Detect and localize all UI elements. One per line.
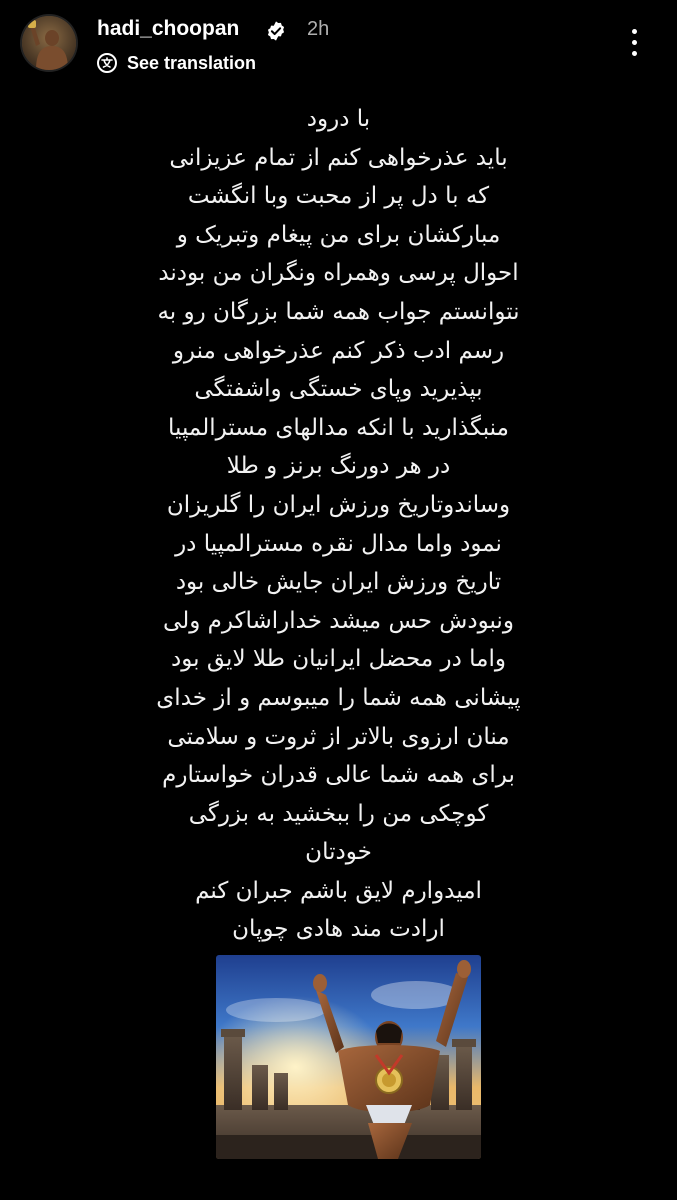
story-photo — [216, 955, 481, 1159]
post-time: 2h — [307, 18, 330, 40]
story-line: ارادت مند هادی چوپان — [232, 916, 445, 943]
profile-photo — [22, 16, 76, 70]
story-line: واما در محضل ایرانیان طلا لایق بود — [171, 646, 506, 673]
story-header — [0, 0, 677, 90]
story-line: خودتان — [305, 839, 372, 866]
story-line: مبارکشان برای من پیغام وتبریک و — [176, 221, 501, 248]
username[interactable]: hadi_choopan — [97, 17, 240, 40]
story-line: باید عذرخواهی کنم از تمام عزیزانی — [169, 144, 508, 171]
translate-icon — [97, 53, 117, 73]
story-line: با درود — [306, 106, 371, 132]
bodybuilder-persepolis-image — [216, 955, 481, 1159]
story-line: رسم ادب ذکر کنم عذرخواهی منرو — [172, 337, 505, 364]
story-line: منان ارزوی بالاتر از ثروت و سلامتی — [167, 723, 510, 750]
story-line: نتوانستم جواب همه شما بزرگان رو به — [157, 298, 520, 325]
story-line: ونبودش حس میشد خداراشاکرم ولی — [163, 607, 514, 634]
story-line: امیدوارم لایق باشم جبران کنم — [195, 877, 482, 904]
story-line: کوچکی من را ببخشید به بزرگی — [188, 800, 489, 827]
story-text — [60, 100, 617, 949]
story-line: تاریخ ورزش ایران جایش خالی بود — [175, 569, 502, 596]
verified-badge-icon — [265, 20, 287, 42]
story-line: در هر دورنگ برنز و طلا — [226, 453, 451, 480]
avatar[interactable] — [22, 16, 76, 70]
story-line: که با دل پر از محبت وبا انگشت — [187, 183, 490, 210]
story-line: احوال پرسی وهمراه ونگران من بودند — [158, 260, 519, 287]
see-translation-button[interactable] — [97, 51, 256, 75]
story-line: نمود واما مدال نقره مسترالمپیا در — [175, 530, 502, 557]
story-line: وساندوتاریخ ورزش ایران را گلریزان — [166, 491, 511, 518]
story-line: برای همه شما عالی قدران خواستارم — [162, 762, 515, 789]
story-line: بپذیرید وپای خستگی واشفتگی — [194, 376, 483, 403]
more-vertical-icon[interactable] — [624, 26, 644, 60]
story-line: منبگذارید با انکه مدالهای مسترالمپیا — [168, 414, 509, 441]
see-translation-label: See translation — [127, 52, 257, 73]
story-line: پیشانی همه شما را میبوسم و از خدای — [156, 684, 521, 711]
